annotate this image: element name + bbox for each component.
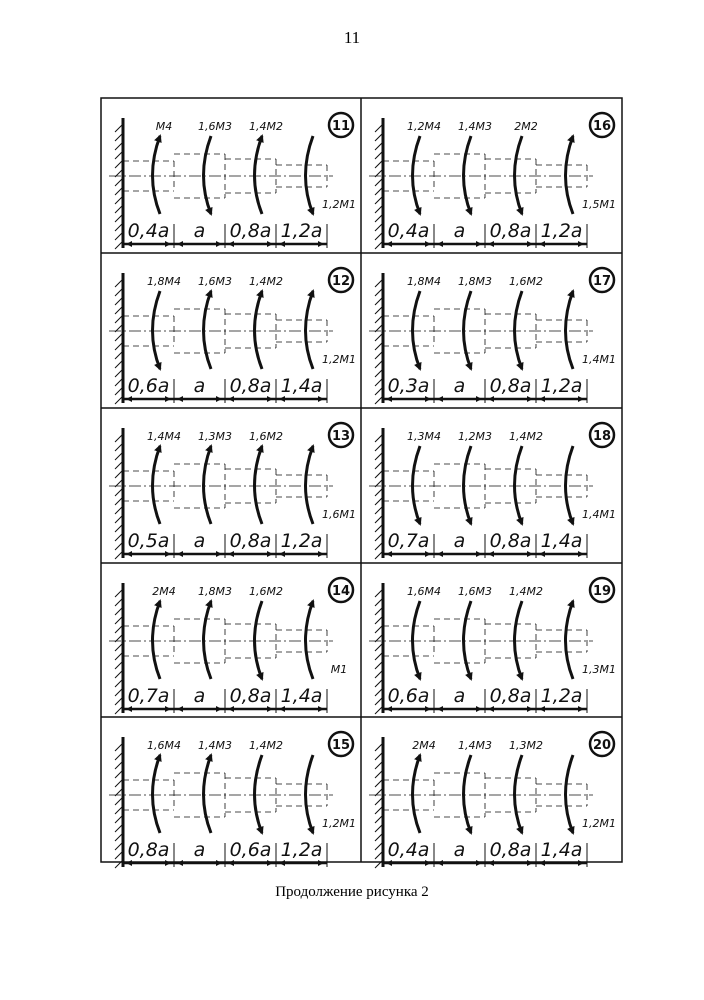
moment-label: 1,6M2 (509, 275, 543, 288)
dimension-label: a (453, 685, 466, 707)
moment-arrow (413, 291, 421, 369)
moment-label: 2M4 (152, 585, 176, 598)
moment-arrow (255, 755, 263, 833)
dimension-label: 1,4a (540, 839, 583, 861)
variant-number: 20 (592, 738, 612, 753)
moment-arrow (153, 755, 161, 833)
moment-arrow (204, 136, 212, 214)
moment-arrow (306, 601, 314, 679)
moment-arrow (464, 136, 472, 214)
moment-label: 1,5M1 (582, 198, 616, 211)
moment-arrow (306, 755, 314, 833)
dimension-label: 0,3a (387, 375, 430, 397)
moment-label: 1,4M2 (249, 275, 283, 288)
moment-label: 1,3M1 (582, 663, 616, 676)
dimension-label: 1,4a (280, 685, 323, 707)
variant-number: 12 (331, 274, 351, 289)
variant-number: 13 (331, 429, 351, 444)
variant-cell-13 (109, 423, 356, 559)
variant-cell-19 (369, 578, 616, 714)
moment-arrow (413, 136, 421, 214)
moment-label: 1,4M1 (582, 508, 616, 521)
dimension-label: 1,2a (540, 220, 583, 242)
moment-arrow (515, 755, 523, 833)
moment-label: 1,2M1 (322, 817, 356, 830)
moment-arrow (153, 601, 161, 679)
moment-label: 1,6M3 (458, 585, 492, 598)
moment-label: 1,4M2 (509, 430, 543, 443)
moment-arrow (566, 136, 574, 214)
moment-arrow (153, 136, 161, 214)
figure-caption: Продолжение рисунка 2 (275, 884, 429, 900)
moment-label: 1,2M3 (458, 430, 492, 443)
dimension-label: 0,8a (489, 375, 532, 397)
variant-number: 14 (331, 584, 351, 599)
moment-label: 1,6M3 (198, 120, 232, 133)
moment-label: 2M2 (514, 120, 538, 133)
variant-cell-15 (109, 732, 356, 868)
dimension-label: 0,4a (387, 839, 430, 861)
moment-arrow (464, 601, 472, 679)
moment-arrow (255, 136, 263, 214)
variant-cell-14 (109, 578, 353, 714)
dimension-label: a (453, 220, 466, 242)
dimension-label: 1,2a (540, 375, 583, 397)
dimension-label: 0,7a (127, 685, 170, 707)
moment-arrow (255, 446, 263, 524)
moment-label: 1,3M4 (407, 430, 441, 443)
dimension-label: a (193, 530, 206, 552)
dimension-label: 0,4a (387, 220, 430, 242)
dimension-label: 1,2a (280, 530, 323, 552)
dimension-label: a (453, 530, 466, 552)
moment-arrow (515, 601, 523, 679)
moment-label: 1,4M2 (249, 120, 283, 133)
dimension-label: 0,4a (127, 220, 170, 242)
dimension-label: a (453, 839, 466, 861)
dimension-label: 0,6a (387, 685, 430, 707)
dimension-label: a (453, 375, 466, 397)
moment-label: 1,6M1 (322, 508, 356, 521)
moment-label: 1,8M3 (198, 585, 232, 598)
moment-label: M4 (155, 120, 173, 133)
moment-arrow (413, 755, 421, 833)
variant-cell-18 (369, 423, 616, 559)
moment-arrow (464, 446, 472, 524)
dimension-label: 1,2a (280, 839, 323, 861)
moment-arrow (566, 446, 574, 524)
moment-label: 1,6M2 (249, 585, 283, 598)
moment-arrow (413, 446, 421, 524)
dimension-label: a (193, 375, 206, 397)
dimension-label: a (193, 685, 206, 707)
variant-number: 11 (331, 119, 351, 134)
moment-arrow (566, 601, 574, 679)
moment-label: 2M4 (412, 739, 436, 752)
variant-number: 17 (592, 274, 612, 289)
moment-arrow (153, 446, 161, 524)
dimension-label: 1,4a (540, 530, 583, 552)
moment-label: 1,4M2 (249, 739, 283, 752)
moment-arrow (204, 601, 212, 679)
moment-arrow (566, 755, 574, 833)
variant-cell-17 (369, 268, 616, 404)
moment-label: 1,2M4 (407, 120, 441, 133)
moment-label: 1,4M4 (147, 430, 181, 443)
dimension-label: 0,8a (229, 375, 272, 397)
variant-number: 18 (592, 429, 612, 444)
dimension-label: 0,8a (489, 839, 532, 861)
dimension-label: 0,8a (489, 530, 532, 552)
moment-arrow (515, 291, 523, 369)
moment-label: 1,3M2 (509, 739, 543, 752)
moment-arrow (255, 291, 263, 369)
moment-label: 1,6M4 (407, 585, 441, 598)
dimension-label: 0,6a (229, 839, 272, 861)
moment-label: 1,4M2 (509, 585, 543, 598)
moment-arrow (306, 136, 314, 214)
moment-label: 1,8M4 (407, 275, 441, 288)
moment-label: 1,2M1 (322, 353, 356, 366)
moment-label: 1,4M1 (582, 353, 616, 366)
moment-arrow (306, 446, 314, 524)
page-number: 11 (343, 28, 361, 47)
moment-arrow (413, 601, 421, 679)
moment-label: 1,8M4 (147, 275, 181, 288)
variant-number: 15 (331, 738, 351, 753)
dimension-label: 0,8a (229, 530, 272, 552)
moment-label: 1,4M3 (198, 739, 232, 752)
dimension-label: 0,7a (387, 530, 430, 552)
dimension-label: a (193, 839, 206, 861)
moment-arrow (255, 601, 263, 679)
moment-arrow (515, 446, 523, 524)
moment-arrow (566, 291, 574, 369)
variant-cell-20 (369, 732, 616, 868)
variant-number: 16 (592, 119, 612, 134)
variant-cell-11 (109, 113, 356, 249)
dimension-label: 0,8a (127, 839, 170, 861)
moment-arrow (515, 136, 523, 214)
variant-cell-12 (109, 268, 356, 404)
dimension-label: 0,6a (127, 375, 170, 397)
dimension-label: 0,8a (229, 220, 272, 242)
variant-cell-16 (369, 113, 616, 249)
moment-label: 1,8M3 (458, 275, 492, 288)
dimension-label: 1,2a (280, 220, 323, 242)
dimension-label: 1,4a (280, 375, 323, 397)
moment-label: 1,2M1 (582, 817, 616, 830)
moment-arrow (306, 291, 314, 369)
moment-label: 1,6M2 (249, 430, 283, 443)
moment-arrow (153, 291, 161, 369)
moment-arrow (204, 446, 212, 524)
moment-arrow (204, 291, 212, 369)
moment-arrow (464, 755, 472, 833)
variant-number: 19 (592, 584, 612, 599)
dimension-label: a (193, 220, 206, 242)
moment-label: 1,6M3 (198, 275, 232, 288)
moment-label: 1,6M4 (147, 739, 181, 752)
moment-label: 1,3M3 (198, 430, 232, 443)
dimension-label: 1,2a (540, 685, 583, 707)
dimension-label: 0,8a (489, 685, 532, 707)
dimension-label: 0,5a (127, 530, 170, 552)
moment-label: 1,4M3 (458, 120, 492, 133)
moment-label: M1 (330, 663, 348, 676)
moment-label: 1,4M3 (458, 739, 492, 752)
moment-arrow (464, 291, 472, 369)
dimension-label: 0,8a (489, 220, 532, 242)
moment-label: 1,2M1 (322, 198, 356, 211)
dimension-label: 0,8a (229, 685, 272, 707)
moment-arrow (204, 755, 212, 833)
